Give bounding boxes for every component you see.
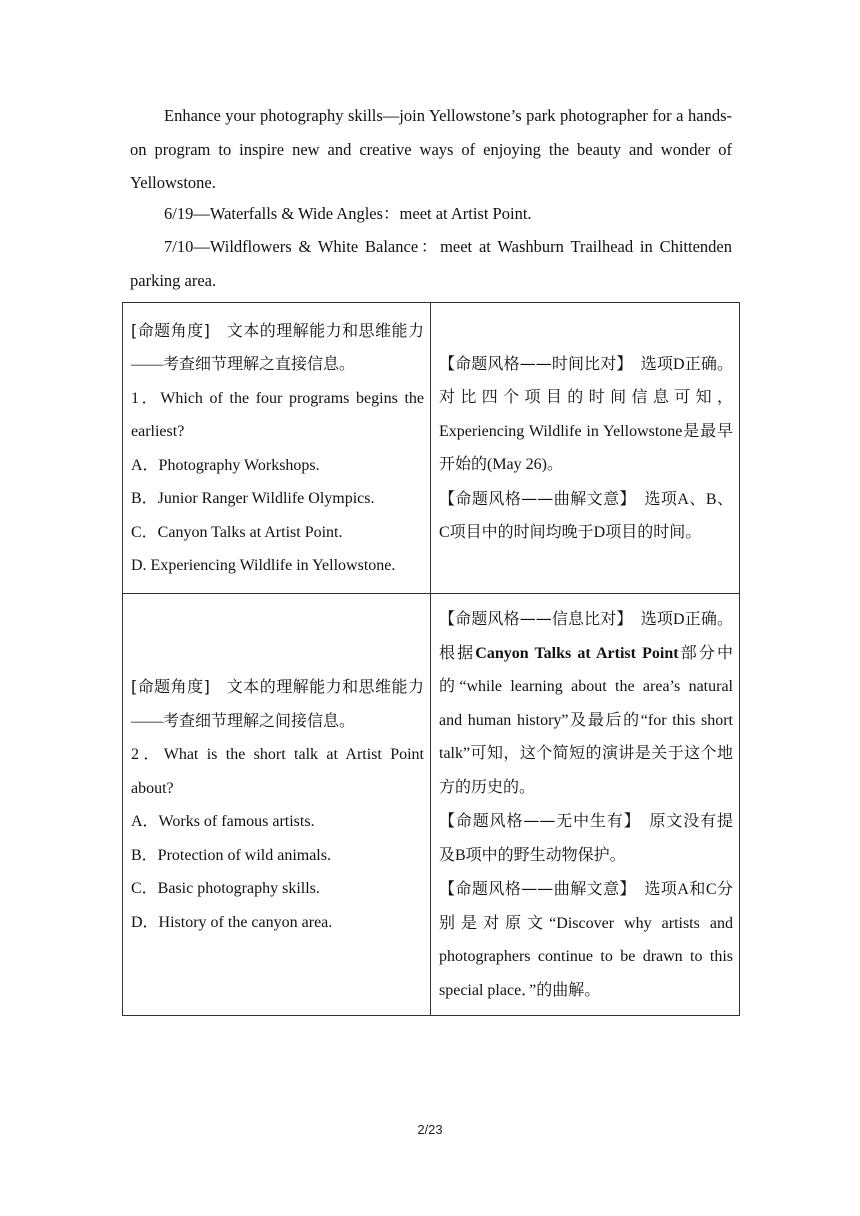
question-cell-1 — [123, 303, 431, 594]
angle-text: 文本的理解能力和思维能力——考查细节理解之间接信息。 — [131, 679, 424, 730]
option-d: D. Experiencing Wildlife in Yellowstone. — [131, 557, 396, 574]
analysis-style-1 — [439, 602, 733, 804]
style-text: 选项A、B、C项目中的时间均晚于D项目的时间。 — [439, 490, 733, 541]
style-text-bold: Canyon Talks at Artist Point — [475, 644, 679, 662]
style-text: 部分中的“while learning about the area’s natural and human history”及最后的“for this short talk”可知，这个简短的演讲是关于这个地方的历史的。 — [439, 644, 733, 796]
style-tag: 【命题风格——时间比对】 — [439, 353, 625, 373]
page-number: 2/23 — [417, 1122, 443, 1137]
style-tag: 【命题风格——无中生有】 — [439, 811, 633, 830]
intro-paragraph-1: Enhance your photography skills—join Yellowstone’s park photographer for a hands-on program to inspire new and creative ways of enjoying the beauty and wonder of Yellowstone. — [130, 106, 732, 192]
option-b: B．Protection of wild animals. — [131, 846, 331, 864]
style-text: 原文没有提及B项中的野生动物保护。 — [439, 813, 733, 864]
analysis-cell-1 — [431, 303, 740, 594]
question-text-2: 2．What is the short talk at Artist Point about? — [131, 746, 424, 797]
style-tag: 【命题风格——曲解文意】 — [439, 879, 629, 898]
angle-tag: [命题角度] — [131, 320, 210, 340]
analysis-style-3 — [439, 872, 733, 1007]
style-text: 选项A和C分别是对原文“Discover why artists and photographers continue to be drawn to this special place．”的曲解。 — [439, 881, 733, 999]
style-text: 选项D正确。对比四个项目的时间信息可知，Experiencing Wildlife in Yellowstone是最早开始的(May 26)。 — [439, 355, 733, 473]
question-angle-2 — [131, 670, 424, 738]
intro-paragraph-3: 7/10—Wildflowers & White Balance：meet at Washburn Trailhead in Chittenden parking area. — [130, 237, 732, 290]
option-d: D．History of the canyon area. — [131, 913, 333, 931]
analysis-cell-2 — [431, 594, 740, 1016]
question-cell-2 — [123, 594, 431, 1016]
angle-tag: [命题角度] — [131, 677, 210, 696]
question-analysis-table — [122, 302, 740, 1016]
question-angle-1 — [131, 314, 424, 382]
question-row-1 — [123, 303, 740, 594]
style-text: 选项D正确。根据 — [439, 611, 733, 662]
question-text-1: 1．Which of the four programs begins the earliest? — [131, 389, 424, 440]
option-a: A．Photography Workshops. — [131, 456, 320, 474]
style-tag: 【命题风格——信息比对】 — [439, 609, 625, 628]
question-row-2 — [123, 594, 740, 1016]
analysis-style-1 — [439, 347, 733, 482]
analysis-style-2 — [439, 804, 733, 872]
option-b: B．Junior Ranger Wildlife Olympics. — [131, 490, 375, 507]
style-tag: 【命题风格——曲解文意】 — [439, 488, 629, 508]
angle-text: 文本的理解能力和思维能力——考查细节理解之直接信息。 — [131, 322, 424, 373]
option-a: A．Works of famous artists. — [131, 813, 315, 830]
intro-paragraph-2: 6/19—Waterfalls & Wide Angles：meet at Artist Point. — [164, 204, 532, 223]
option-c: C．Canyon Talks at Artist Point. — [131, 523, 343, 541]
option-c: C．Basic photography skills. — [131, 880, 320, 897]
analysis-style-2 — [439, 482, 733, 550]
